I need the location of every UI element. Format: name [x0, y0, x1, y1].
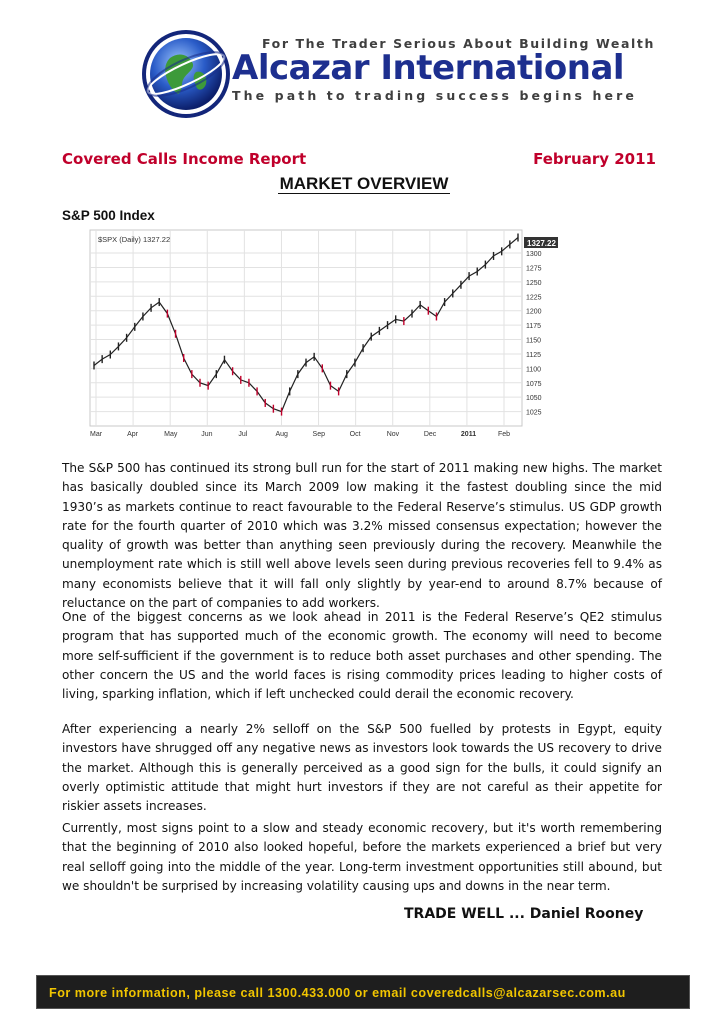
y-tick-label: 1025 [526, 409, 542, 417]
tagline-top: For The Trader Serious About Building Wealth [262, 36, 655, 51]
y-tick-label: 1200 [526, 308, 542, 316]
x-tick-label: Dec [423, 431, 437, 438]
y-tick-label: 1300 [526, 251, 542, 259]
x-tick-label: Aug [275, 431, 288, 438]
globe-logo-icon [140, 28, 232, 120]
chart-label: S&P 500 Index [62, 208, 155, 223]
letterhead [0, 0, 728, 140]
x-tick-label: Nov [386, 431, 400, 438]
brand-name: Alcazar International [232, 48, 625, 88]
y-tick-label: 1225 [526, 294, 542, 302]
x-tick-label: Sep [312, 431, 326, 438]
report-title: Covered Calls Income Report [62, 150, 307, 168]
signature: TRADE WELL ... Daniel Rooney [404, 906, 644, 922]
x-tick-label: 2011 [460, 431, 477, 438]
y-tick-label: 1050 [526, 395, 542, 403]
x-tick-label: Jun [201, 431, 213, 438]
y-tick-label: 1250 [526, 279, 542, 287]
section-title [0, 174, 728, 194]
x-tick-label: May [164, 431, 178, 438]
tagline-bottom: The path to trading success begins here [232, 88, 637, 103]
paragraph-3: After experiencing a nearly 2% selloff on the S&P 500 fuelled by protests in Egypt, equity investors have shrugged off any negative news as investors look towards the US recovery to drive the market. Although this is generally perceived as a good sign for the bulls, it could signify an overly optimistic attitude that might hurt investors if they are not careful as their appetite for riskier assets increases. [62, 722, 662, 814]
section-title-text: MARKET OVERVIEW [279, 174, 449, 193]
chart-title: $SPX (Daily) 1327.22 [98, 235, 171, 244]
y-tick-label: 1075 [526, 380, 542, 388]
x-tick-label: Oct [349, 431, 361, 438]
sp500-chart-svg [62, 228, 662, 444]
x-tick-label: Apr [127, 431, 138, 438]
paragraph-1: The S&P 500 has continued its strong bull run for the start of 2011 making new highs. The market has basically doubled since its March 2009 low making it the fastest doubling since the mid 1930’s as markets continue to react favourable to the Federal Reserve’s stimulus. US GDP growth rate for the fourth quarter of 2010 which was 3.2% missed consensus expectation; however the quality of growth was better than anything seen previously during the recovery. Meanwhile the unemployment rate which is still well above levels seen during previous recoveries fell to 9.4% as many economists believe that it will fall only slightly by year-end to around 8.7% because of reluctance on the part of companies to add workers. [62, 461, 662, 611]
paragraph-2: One of the biggest concerns as we look ahead in 2011 is the Federal Reserve’s QE2 stimulus program that has supported much of the economic growth. The economy will need to become more self-sufficient if the government is to reduce both asset purchases and other spending. The other concern the US and the world faces is rising commodity prices leading to higher costs of living, sparking inflation, which if left unchecked could derail the economic recovery. [62, 610, 662, 702]
y-tick-label: 1275 [526, 265, 542, 273]
report-date: February 2011 [533, 150, 656, 168]
footer-contact-text: For more information, please call 1300.433.000 or email coveredcalls@alcazarsec.com.au [49, 986, 626, 1000]
footer-bar [36, 975, 690, 1009]
y-tick-label: 1175 [526, 323, 542, 331]
chart-frame [90, 230, 522, 426]
x-tick-label: Mar [90, 431, 103, 438]
sp500-chart [62, 228, 662, 444]
x-tick-label: Feb [498, 431, 511, 438]
paragraph-4: Currently, most signs point to a slow and steady economic recovery, but it's worth remembering that the beginning of 2010 also looked hopeful, before the markets experienced a brief but very real selloff going into the middle of the year. Long-term investment opportunities still abound, but we shouldn't be surprised by increasing volatility causing ups and downs in the near term. [62, 821, 662, 893]
y-tick-label: 1100 [526, 366, 542, 374]
last-value-label: 1327.22 [527, 239, 556, 248]
y-tick-label: 1150 [526, 337, 542, 345]
x-tick-label: Jul [238, 431, 248, 438]
y-tick-label: 1125 [526, 351, 542, 359]
